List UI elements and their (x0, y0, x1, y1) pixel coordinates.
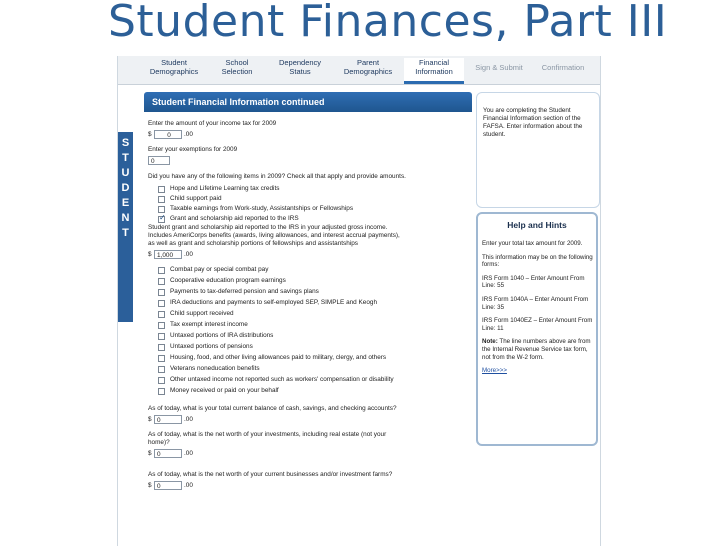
tax-dollar: $ (148, 131, 152, 138)
student-side-band (118, 132, 133, 322)
checkbox-label: Combat pay or special combat pay (170, 266, 269, 273)
checkbox-other-untaxed[interactable] (158, 377, 165, 384)
section-info-box (476, 92, 600, 208)
checkbox-label: Veterans noneducation benefits (170, 365, 260, 372)
side-letter: S (121, 137, 130, 149)
checkbox-label: Untaxed portions of pensions (170, 343, 253, 350)
side-letter: E (121, 197, 130, 209)
checkbox-label: Other untaxed income not reported such as workers' compensation or disability (170, 376, 394, 383)
side-letter: D (121, 182, 130, 194)
section-header: Student Financial Information continued (144, 92, 472, 112)
grant-description: Includes AmeriCorps benefits (awards, living allowances, and interest accrual payments), (148, 232, 400, 239)
checkbox-label: Housing, food, and other living allowances paid to military, clergy, and others (170, 354, 387, 361)
checkbox-label: Hope and Lifetime Learning tax credits (170, 185, 280, 192)
hint-paragraph: Enter your total tax amount for 2009. (482, 240, 583, 247)
checkbox-money-received[interactable] (158, 388, 165, 395)
side-letter: T (122, 227, 129, 239)
checkbox-label: Taxable earnings from Work-study, Assistantships or Fellowships (170, 205, 354, 212)
tab-sign-submit[interactable]: Sign & Submit (475, 63, 523, 72)
checkbox-child-support-received[interactable] (158, 311, 165, 318)
checkbox-taxable-earnings[interactable] (158, 206, 165, 213)
side-letter: T (122, 152, 129, 164)
grant-description: Student grant and scholarship aid reported to the IRS in your adjusted gross income. (148, 224, 388, 231)
checkbox-child-support-paid[interactable] (158, 196, 165, 203)
hints-title: Help and Hints (507, 220, 567, 230)
investments-label: As of today, what is the net worth of your investments, including real estate (not your (148, 431, 387, 438)
tab-dependency-status[interactable]: Dependency Status (278, 58, 322, 76)
business-worth-input[interactable]: 0 (154, 481, 182, 490)
tab-parent-demographics[interactable]: Parent Demographics (343, 58, 393, 76)
checkbox-tax-exempt-interest[interactable] (158, 322, 165, 329)
business-dollar: $ (148, 482, 152, 489)
tab-school-selection[interactable]: School Selection (221, 58, 253, 76)
cash-dollar: $ (148, 416, 152, 423)
tax-label: Enter the amount of your income tax for 2009 (148, 120, 277, 127)
hint-paragraph: This information may be on the following forms: (482, 253, 593, 269)
hint-note (482, 338, 594, 361)
note-text: The line numbers above are from the Internal Revenue Service tax form, not from the W-2 form. (482, 338, 591, 361)
items-question: Did you have any of the following items in 2009? Check all that apply and provide amounts. (148, 173, 406, 180)
exemptions-label: Enter your exemptions for 2009 (148, 146, 238, 153)
tab-confirmation[interactable]: Confirmation (541, 63, 585, 72)
grant-cents: .00 (184, 251, 193, 258)
checkbox-pension-payments[interactable] (158, 289, 165, 296)
hint-more (482, 367, 594, 375)
checkbox-coop-earnings[interactable] (158, 278, 165, 285)
checkbox-label: Grant and scholarship aid reported to the IRS (170, 215, 299, 222)
cash-label: As of today, what is your total current balance of cash, savings, and checking accounts? (148, 405, 397, 412)
tax-cents: .00 (184, 131, 193, 138)
checkbox-label: Cooperative education program earnings (170, 277, 286, 284)
checkbox-hope-credits[interactable] (158, 186, 165, 193)
checkbox-ira-deductions[interactable] (158, 300, 165, 307)
invest-dollar: $ (148, 450, 152, 457)
business-cents: .00 (184, 482, 193, 489)
investments-label: home)? (148, 439, 170, 446)
tab-financial-information[interactable]: Financial Information (404, 58, 464, 84)
cash-cents: .00 (184, 416, 193, 423)
note-label: Note: (482, 338, 498, 346)
checkbox-label: Child support received (170, 310, 234, 317)
business-label: As of today, what is the net worth of your current businesses and/or investment farms? (148, 471, 393, 478)
grant-dollar: $ (148, 251, 152, 258)
hint-paragraph: IRS Form 1040EZ – Enter Amount From Line: 11 (482, 317, 593, 332)
hint-paragraph: IRS Form 1040 – Enter Amount From Line: 55 (482, 274, 585, 290)
side-letter: N (121, 212, 130, 224)
checkbox-pensions[interactable] (158, 344, 165, 351)
tab-student-demographics[interactable]: Student Demographics (149, 58, 199, 76)
grant-description: as well as grant and scholarship portions of fellowships and assistantships (148, 240, 358, 247)
income-tax-input[interactable]: 0 (154, 130, 182, 139)
exemptions-input[interactable]: 0 (148, 156, 170, 165)
cash-balance-input[interactable]: 0 (154, 415, 182, 424)
checkbox-label: Untaxed portions of IRA distributions (170, 332, 274, 339)
checkbox-label: Money received or paid on your behalf (170, 387, 279, 394)
hints-body (482, 240, 594, 381)
checkbox-grant-aid[interactable] (158, 216, 165, 223)
investments-input[interactable]: 0 (154, 449, 182, 458)
checkbox-label: Child support paid (170, 195, 222, 202)
side-letter: U (121, 167, 130, 179)
checkbox-veterans-benefits[interactable] (158, 366, 165, 373)
fafsa-form-window (117, 56, 601, 546)
checkbox-combat-pay[interactable] (158, 267, 165, 274)
more-link[interactable]: More>>> (482, 367, 507, 375)
checkbox-label: Tax exempt interest income (170, 321, 248, 328)
help-hints-panel (476, 212, 598, 446)
invest-cents: .00 (184, 450, 193, 457)
checkbox-ira-distributions[interactable] (158, 333, 165, 340)
grant-amount-input[interactable]: 1,000 (154, 250, 182, 259)
checkbox-label: IRA deductions and payments to self-employed SEP, SIMPLE and Keogh (170, 299, 377, 306)
section-info-text: You are completing the Student Financial Information section of the FAFSA. Enter information about the student. (483, 107, 583, 138)
checkbox-label: Payments to tax-deferred pension and savings plans (170, 288, 319, 295)
hint-paragraph: IRS Form 1040A – Enter Amount From Line: 35 (482, 295, 589, 311)
checkbox-housing-allowances[interactable] (158, 355, 165, 362)
progress-tabs (118, 56, 600, 85)
slide-title: Student Finances, Part III (108, 0, 668, 47)
